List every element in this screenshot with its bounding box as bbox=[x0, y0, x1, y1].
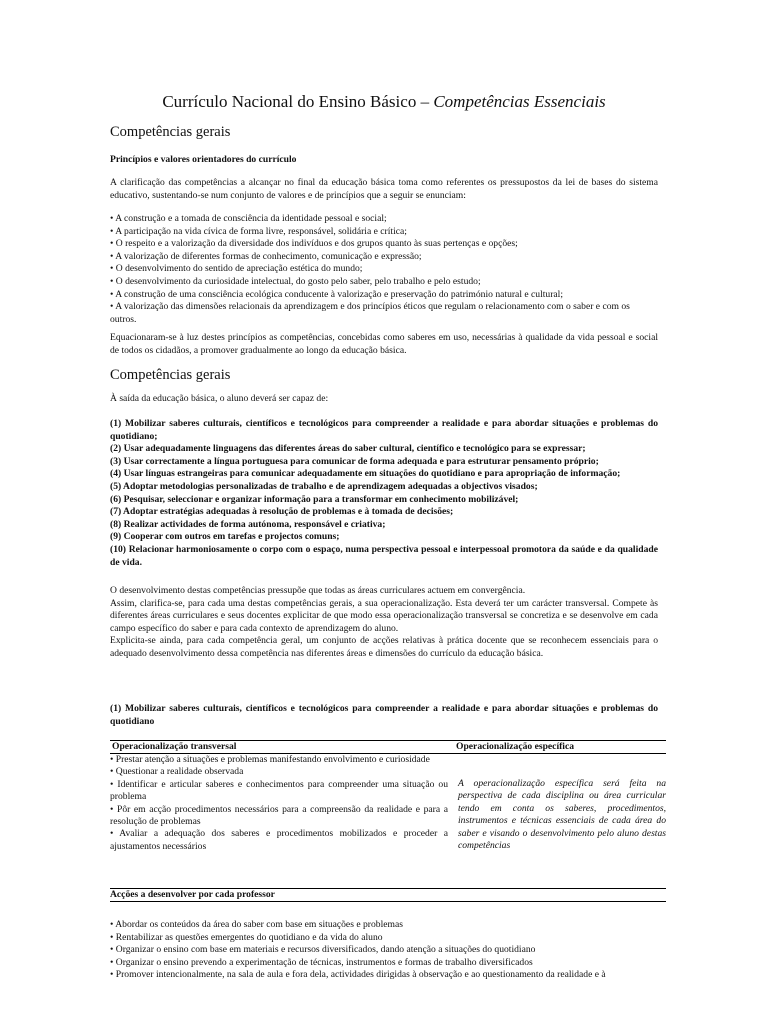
principle-item: • A valorização das dimensões relacionais da aprendizagem e dos princípios éticos que regulam o relacionamento com o saber e com os outros. bbox=[110, 301, 658, 326]
transversal-item: • Avaliar a adequação dos saberes e procedimentos mobilizados e proceder a ajustamentos necessários bbox=[110, 828, 448, 853]
competency-item: (7) Adoptar estratégias adequadas à resolução de problemas e à tomada de decisões; bbox=[110, 506, 454, 518]
section1-subheading: Princípios e valores orientadores do currículo bbox=[110, 154, 297, 165]
competency-item: (3) Usar correctamente a língua portuguesa para comunicar de forma adequada e para estruturar pensamento próprio; bbox=[110, 455, 599, 467]
competency-item: (8) Realizar actividades de forma autónoma, responsável e criativa; bbox=[110, 518, 386, 530]
principle-item: • O desenvolvimento da curiosidade intelectual, do gosto pelo saber, pelo trabalho e pelo estudo; bbox=[110, 276, 658, 289]
competency-item: (2) Usar adequadamente linguagens das diferentes áreas do saber cultural, científico e tecnológico para se expressar; bbox=[110, 443, 586, 455]
principle-item: • A participação na vida cívica de forma livre, responsável, solidária e crítica; bbox=[110, 226, 658, 239]
principle-item: • A valorização de diferentes formas de conhecimento, comunicação e expressão; bbox=[110, 251, 658, 264]
transversal-item: • Questionar a realidade observada bbox=[110, 766, 448, 778]
action-item: • Promover intencionalmente, na sala de aula e fora dela, actividades dirigidas à observação e ao questionamento da realidade e à bbox=[110, 969, 666, 982]
competency-item: (4) Usar línguas estrangeiras para comunicar adequadamente em situações do quotidiano e para apropriação de informação; bbox=[110, 468, 621, 480]
transversal-item: • Identificar e articular saberes e conhecimentos para compreender uma situação ou problema bbox=[110, 779, 448, 804]
action-item: • Rentabilizar as questões emergentes do quotidiano e da vida do aluno bbox=[110, 932, 666, 945]
convergence-paragraph bbox=[110, 585, 658, 661]
paragraph-line: Assim, clarifica-se, para cada uma destas competências gerais, a sua operacionalização. Esta deverá ter um carácter transversal. Compete às diferentes áreas curriculares e seus docentes explicitar de que modo essa operacionalização transversal se concretiza e se desenvolve em cada campo específico do saber e para cada contexto de aprendizagem do aluno. bbox=[110, 597, 658, 634]
action-item: • Organizar o ensino prevendo a experimentação de técnicas, instrumentos e formas de trabalho diversificados bbox=[110, 957, 666, 970]
principle-item: • A construção e a tomada de consciência da identidade pessoal e social; bbox=[110, 213, 658, 226]
transversal-cell bbox=[110, 754, 454, 854]
competency-item: (6) Pesquisar, seleccionar e organizar informação para a transformar em conhecimento mobilizável; bbox=[110, 493, 519, 505]
competencies-list bbox=[110, 418, 658, 569]
competency-item: (9) Cooperar com outros em tarefas e projectos comuns; bbox=[110, 531, 340, 543]
section2-intro: À saída da educação básica, o aluno deverá ser capaz de: bbox=[110, 393, 329, 404]
section3-heading: (1) Mobilizar saberes culturais, científicos e tecnológicos para compreender a realidade e para abordar situações e problemas do quotidiano bbox=[110, 703, 658, 727]
principle-item: • O desenvolvimento do sentido de apreciação estética do mundo; bbox=[110, 263, 658, 276]
competency-item: (10) Relacionar harmoniosamente o corpo com o espaço, numa perspectiva pessoal e interpessoal promotora da saúde e da qualidade de vida. bbox=[110, 543, 658, 568]
action-item: • Abordar os conteúdos da área do saber com base em situações e problemas bbox=[110, 919, 666, 932]
table-header-specific: Operacionalização específica bbox=[454, 741, 666, 754]
section1-heading: Competências gerais bbox=[110, 124, 231, 140]
specific-cell: A operacionalização específica será feita na perspectiva de cada disciplina ou área curricular tendo em conta os saberes, procedimentos, instrumentos e técnicas essenciais de cada área do saber e visando o desenvolvimento pelo aluno destas competências bbox=[458, 778, 666, 852]
principle-item: • A construção de uma consciência ecológica conducente à valorização e preservação do património natural e cultural; bbox=[110, 289, 658, 302]
operationalization-table bbox=[110, 740, 666, 853]
table-header-transversal: Operacionalização transversal bbox=[110, 741, 454, 754]
document-title: Currículo Nacional do Ensino Básico – Competências Essenciais bbox=[162, 92, 606, 111]
transversal-item: • Pôr em acção procedimentos necessários para a compreensão da realidade e para a resolução de problemas bbox=[110, 804, 448, 829]
principle-item: • O respeito e a valorização da diversidade dos indivíduos e dos grupos quanto às suas pertenças e opções; bbox=[110, 238, 658, 251]
paragraph-line: O desenvolvimento destas competências pressupõe que todas as áreas curriculares actuem em convergência. bbox=[110, 585, 526, 596]
competency-item: (5) Adoptar metodologias personalizadas de trabalho e de aprendizagem adequadas a objectivos visados; bbox=[110, 480, 538, 492]
section2-heading: Competências gerais bbox=[110, 367, 231, 383]
title-italic: Competências Essenciais bbox=[433, 92, 606, 111]
actions-heading: Acções a desenvolver por cada professor bbox=[110, 888, 666, 902]
section1-closing: Equacionaram-se à luz destes princípios as competências, concebidas como saberes em uso, necessárias à qualidade da vida pessoal e social de todos os cidadãos, a promover gradualmente ao longo da educação básica. bbox=[110, 332, 658, 356]
section1-intro: A clarificação das competências a alcançar no final da educação básica toma como referentes os pressupostos da lei de bases do sistema educativo, sustentando-se num conjunto de valores e de princípios que a seguir se enunciam: bbox=[110, 177, 658, 201]
transversal-item: • Prestar atenção a situações e problemas manifestando envolvimento e curiosidade bbox=[110, 754, 448, 766]
actions-list bbox=[110, 919, 666, 982]
action-item: • Organizar o ensino com base em materiais e recursos diversificados, dando atenção a situações do quotidiano bbox=[110, 944, 666, 957]
transversal-list bbox=[110, 754, 448, 853]
principles-list bbox=[110, 213, 658, 326]
competency-item: (1) Mobilizar saberes culturais, científicos e tecnológicos para compreender a realidade e para abordar situações e problemas do quotidiano; bbox=[110, 418, 658, 442]
paragraph-line: Explicita-se ainda, para cada competência geral, um conjunto de acções relativas à prática docente que se reconhecem essenciais para o adequado desenvolvimento dessa competência nas diferentes áreas e dimensões do currículo da educação básica. bbox=[110, 635, 658, 659]
